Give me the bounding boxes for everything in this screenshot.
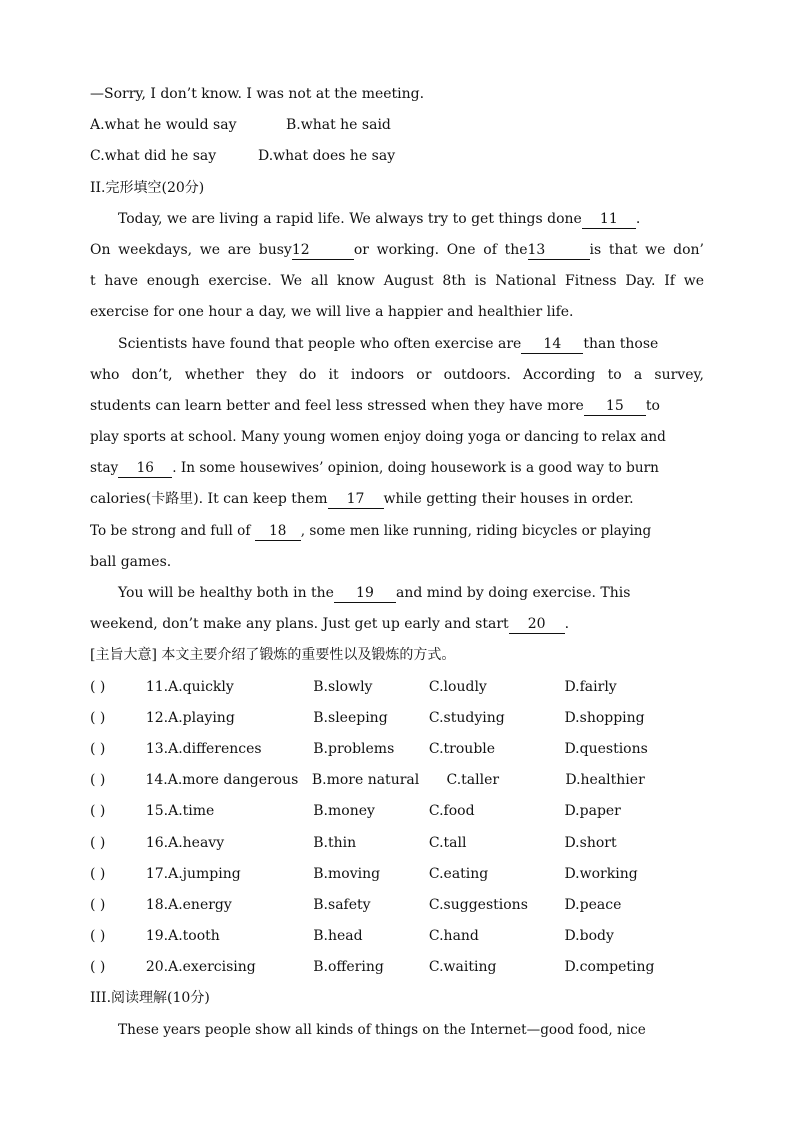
cloze-p2-line4: play sports at school. Many young women enjoy doing yoga or dancing to relax and xyxy=(90,429,666,446)
option-b: B.offering xyxy=(313,959,384,976)
text: students can learn better and feel less stressed when they have more xyxy=(90,397,584,414)
text: , some men like running, riding bicycles or playing xyxy=(300,522,652,539)
option-b: B.head xyxy=(313,928,363,945)
blank-15: 15 xyxy=(584,397,646,416)
previous-options-cd xyxy=(90,141,704,172)
main-idea: [主旨大意] 本文主要介绍了锻炼的重要性以及锻炼的方式。 xyxy=(90,647,456,664)
answer-bracket: ( ) xyxy=(90,959,106,976)
text: than those xyxy=(583,335,659,352)
text: On weekdays, we are busy xyxy=(90,241,292,258)
text: or working. One of the xyxy=(353,241,528,258)
answer-bracket: ( ) xyxy=(90,803,106,820)
option-a: 19.A.tooth xyxy=(145,928,220,945)
option-c: C.suggestions xyxy=(428,896,528,913)
answer-bracket: ( ) xyxy=(90,834,106,851)
option-d: D.shopping xyxy=(564,709,645,726)
blank-16: 16 xyxy=(118,459,172,478)
cloze-p1-line3: t have enough exercise. We all know August 8th is National Fitness Day. If we xyxy=(90,273,704,290)
option-c: C.tall xyxy=(428,834,467,851)
blank-19: 19 xyxy=(334,584,396,603)
question-row xyxy=(90,796,704,827)
option-d: D.short xyxy=(564,834,617,851)
cloze-p2-line3 xyxy=(90,391,704,422)
text: weekend, don’t make any plans. Just get up early and start xyxy=(90,616,509,633)
question-row xyxy=(90,890,704,921)
cloze-p1-line4: exercise for one hour a day, we will live a happier and healthier life. xyxy=(90,304,574,321)
option-c: C.loudly xyxy=(428,678,487,695)
option-c: C.studying xyxy=(428,709,505,726)
answer-bracket: ( ) xyxy=(90,678,106,695)
question-list xyxy=(90,672,704,984)
document-page xyxy=(90,79,704,1046)
option-c: C.trouble xyxy=(428,740,496,757)
option-b: B.money xyxy=(313,803,375,820)
option-d: D.peace xyxy=(564,896,622,913)
cloze-p1-line1 xyxy=(90,204,704,235)
option-b: B.moving xyxy=(313,865,381,882)
cloze-p2-line8: ball games. xyxy=(90,553,172,570)
text: Today, we are living a rapid life. We always try to get things done xyxy=(118,210,582,227)
text: . xyxy=(564,616,570,633)
cloze-p2-line5 xyxy=(90,453,704,484)
option-c: C.food xyxy=(428,803,475,820)
cloze-p2-line7 xyxy=(90,516,704,547)
option-d: D.paper xyxy=(564,803,621,820)
answer-bracket: ( ) xyxy=(90,740,106,757)
answer-bracket: ( ) xyxy=(90,772,106,789)
option-c: C.what did he say xyxy=(90,148,217,165)
cloze-p2-line2: who don’t, whether they do it indoors or outdoors. According to a survey, xyxy=(90,366,704,383)
option-a: 11.A.quickly xyxy=(145,678,234,695)
option-b: B.problems xyxy=(313,740,395,757)
option-b: B.sleeping xyxy=(313,709,388,726)
text: calories(卡路里). It can keep them xyxy=(90,491,328,508)
question-row xyxy=(90,828,704,859)
question-row xyxy=(90,703,704,734)
text: Scientists have found that people who often exercise are xyxy=(118,335,522,352)
question-row xyxy=(90,952,704,983)
option-b: B.what he said xyxy=(286,117,391,134)
option-d: D.working xyxy=(564,865,638,882)
text: . In some housewives’ opinion, doing housework is a good way to burn xyxy=(172,460,659,477)
cloze-p3-line2 xyxy=(90,609,704,640)
option-a: 18.A.energy xyxy=(145,896,232,913)
answer-bracket: ( ) xyxy=(90,896,106,913)
text: is that we don’ xyxy=(589,241,704,258)
blank-20: 20 xyxy=(509,615,565,634)
text: while getting their houses in order. xyxy=(383,491,634,508)
question-row xyxy=(90,859,704,890)
text: stay xyxy=(90,460,119,477)
option-a: 16.A.heavy xyxy=(145,834,225,851)
cloze-p2-line6 xyxy=(90,484,704,515)
blank-17: 17 xyxy=(328,490,384,509)
reading-heading: III.阅读理解(10分) xyxy=(90,990,210,1007)
option-d: D.questions xyxy=(564,740,648,757)
blank-12: 12 xyxy=(292,241,354,260)
option-c: C.eating xyxy=(428,865,489,882)
option-d: D.body xyxy=(564,928,614,945)
option-a: 13.A.differences xyxy=(145,740,262,757)
option-a: 15.A.time xyxy=(145,803,215,820)
option-d: D.competing xyxy=(564,959,655,976)
option-a: 20.A.exercising xyxy=(145,959,256,976)
option-b: B.safety xyxy=(313,896,371,913)
cloze-p2-line1 xyxy=(90,329,704,360)
option-a: 17.A.jumping xyxy=(145,865,241,882)
previous-options-ab xyxy=(90,110,704,141)
blank-11: 11 xyxy=(582,210,636,229)
text: . xyxy=(635,210,641,227)
text: and mind by doing exercise. This xyxy=(395,585,631,601)
previous-answer-line: —Sorry, I don’t know. I was not at the meeting. xyxy=(90,86,425,102)
option-b: B.slowly xyxy=(313,678,373,695)
text: to xyxy=(645,397,660,414)
option-d: D.fairly xyxy=(564,678,617,695)
cloze-p3-line1 xyxy=(90,578,704,609)
option-a: 14.A.more dangerous xyxy=(145,772,299,789)
answer-bracket: ( ) xyxy=(90,865,106,882)
blank-18: 18 xyxy=(255,522,301,541)
cloze-p1-line2 xyxy=(90,235,704,266)
question-row xyxy=(90,921,704,952)
option-c: C.hand xyxy=(428,928,479,945)
text: To be strong and full of xyxy=(90,522,251,539)
option-a: 12.A.playing xyxy=(145,709,235,726)
option-d: D.what does he say xyxy=(258,148,396,165)
option-b: B.thin xyxy=(313,834,357,851)
question-row xyxy=(90,734,704,765)
text: You will be healthy both in the xyxy=(118,585,334,601)
answer-bracket: ( ) xyxy=(90,709,106,726)
option-d: D.healthier xyxy=(565,772,645,789)
option-a: A.what he would say xyxy=(90,117,237,134)
option-c: C.waiting xyxy=(428,959,497,976)
blank-14: 14 xyxy=(521,335,583,354)
question-row xyxy=(90,765,704,796)
blank-13: 13 xyxy=(528,241,590,260)
reading-first-line: These years people show all kinds of things on the Internet—good food, nice xyxy=(118,1021,646,1038)
question-row xyxy=(90,672,704,703)
option-c: C.taller xyxy=(446,772,500,789)
cloze-heading: II.完形填空(20分) xyxy=(90,179,205,196)
option-b: B.more natural xyxy=(311,772,420,789)
answer-bracket: ( ) xyxy=(90,928,106,945)
